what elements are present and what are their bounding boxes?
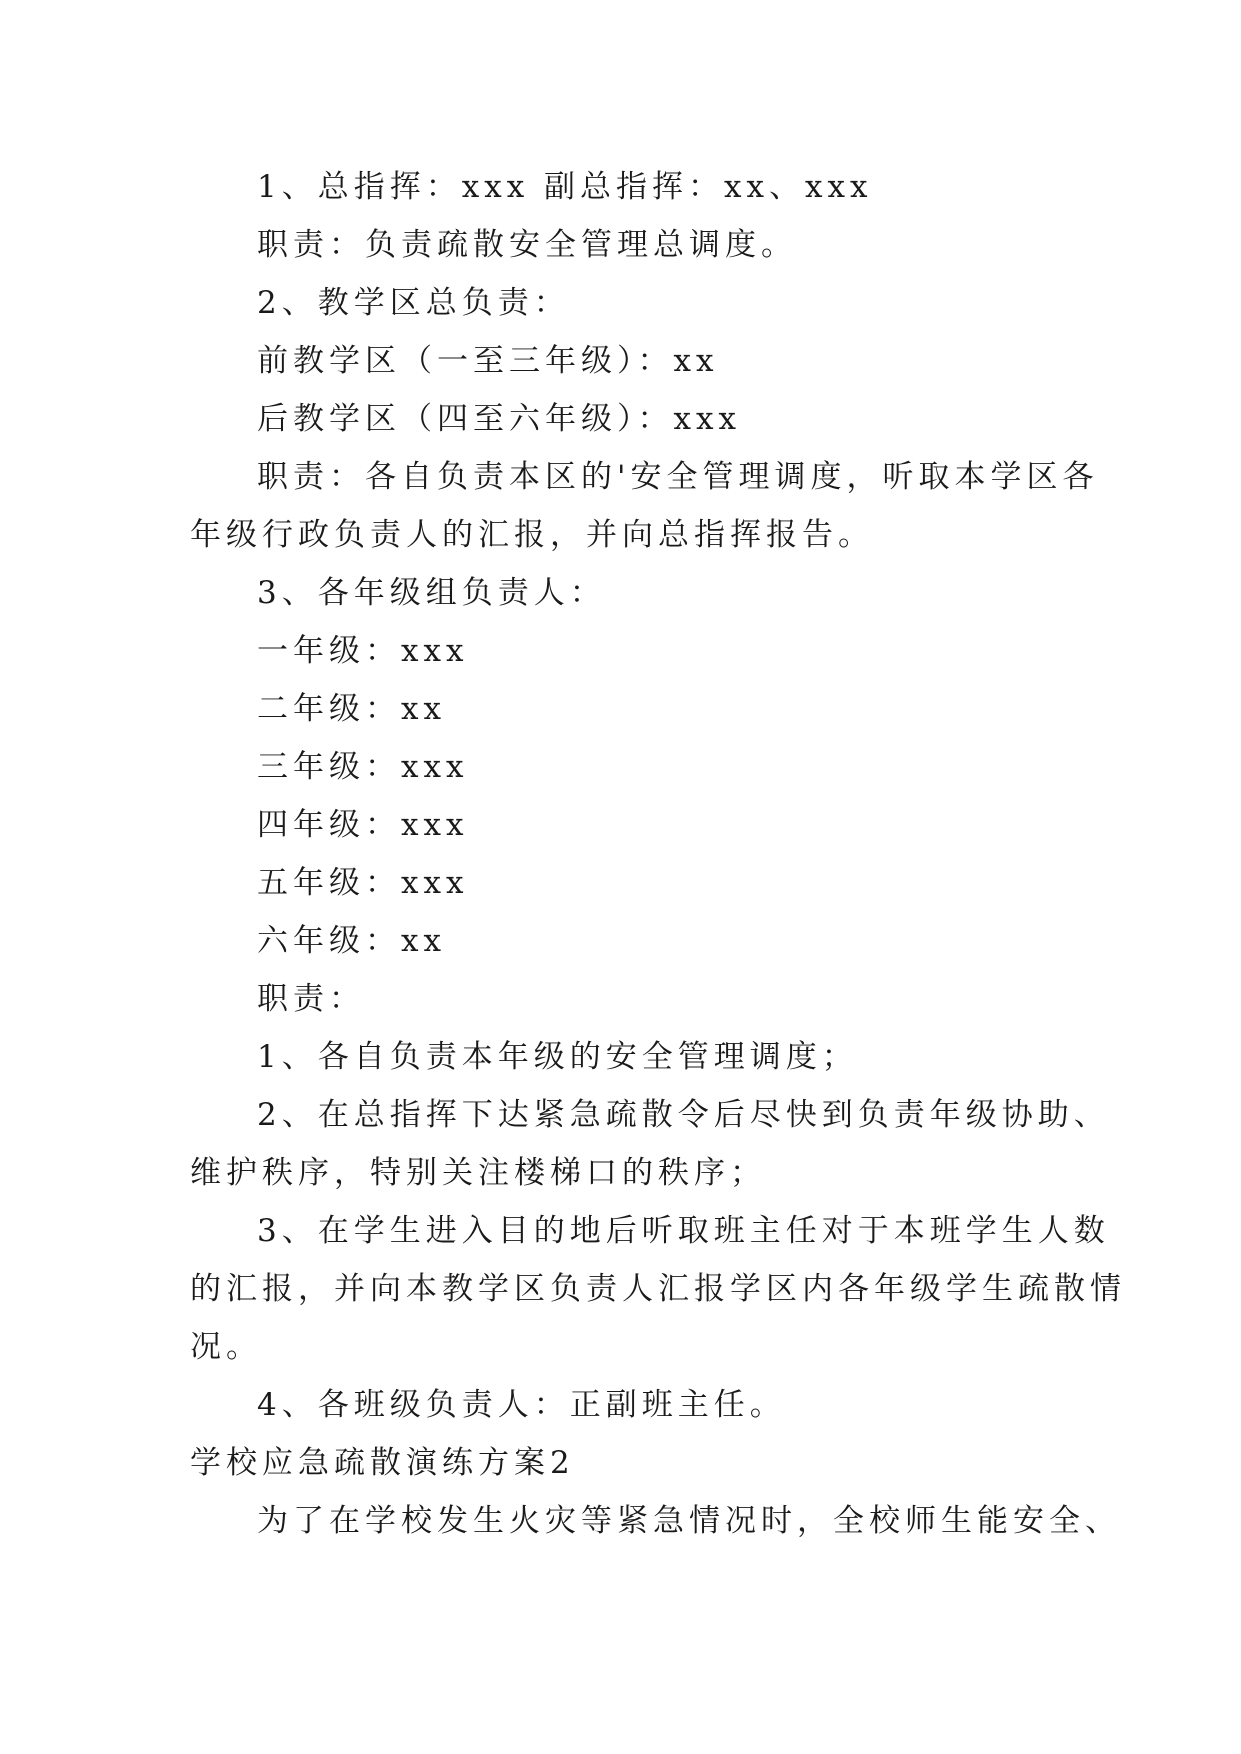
grade-duty-item-3: 3、在学生进入目的地后听取班主任对于本班学生人数 — [257, 1213, 1110, 1249]
area-duty-line: 职责：各自负责本区的'安全管理调度，听取本学区各 — [257, 459, 1099, 495]
grade-duty-item-3-continuation: 的汇报，并向本教学区负责人汇报学区内各年级学生疏散情 — [190, 1271, 1126, 1307]
grade-5-line: 五年级：xxx — [257, 865, 469, 901]
section-title: 学校应急疏散演练方案2 — [190, 1445, 575, 1481]
grade-4-line: 四年级：xxx — [257, 807, 469, 843]
grade-2-line: 二年级：xx — [257, 691, 446, 727]
commander-line: 1、总指挥：xxx 副总指挥：xx、xxx — [257, 169, 873, 205]
grade-leaders-heading: 3、各年级组负责人： — [257, 575, 606, 611]
grade-duty-item-2: 2、在总指挥下达紧急疏散令后尽快到负责年级协助、 — [257, 1097, 1110, 1133]
grade-3-line: 三年级：xxx — [257, 749, 469, 785]
front-area-line: 前教学区（一至三年级）：xx — [257, 343, 719, 379]
grade-duty-heading: 职责： — [257, 981, 365, 1017]
grade-duty-item-2-continuation: 维护秩序，特别关注楼梯口的秩序； — [190, 1155, 766, 1191]
grade-duty-item-1: 1、各自负责本年级的安全管理调度； — [257, 1039, 858, 1075]
commander-duty-line: 职责：负责疏散安全管理总调度。 — [257, 227, 797, 263]
back-area-line: 后教学区（四至六年级）：xxx — [257, 401, 741, 437]
teaching-area-heading: 2、教学区总负责： — [257, 285, 570, 321]
intro-paragraph-line: 为了在学校发生火灾等紧急情况时，全校师生能安全、 — [257, 1503, 1121, 1539]
grade-1-line: 一年级：xxx — [257, 633, 469, 669]
grade-6-line: 六年级：xx — [257, 923, 446, 959]
class-leaders-line: 4、各班级负责人：正副班主任。 — [257, 1387, 786, 1423]
grade-duty-item-3-end: 况。 — [190, 1329, 262, 1365]
area-duty-continuation: 年级行政负责人的汇报，并向总指挥报告。 — [190, 517, 874, 553]
